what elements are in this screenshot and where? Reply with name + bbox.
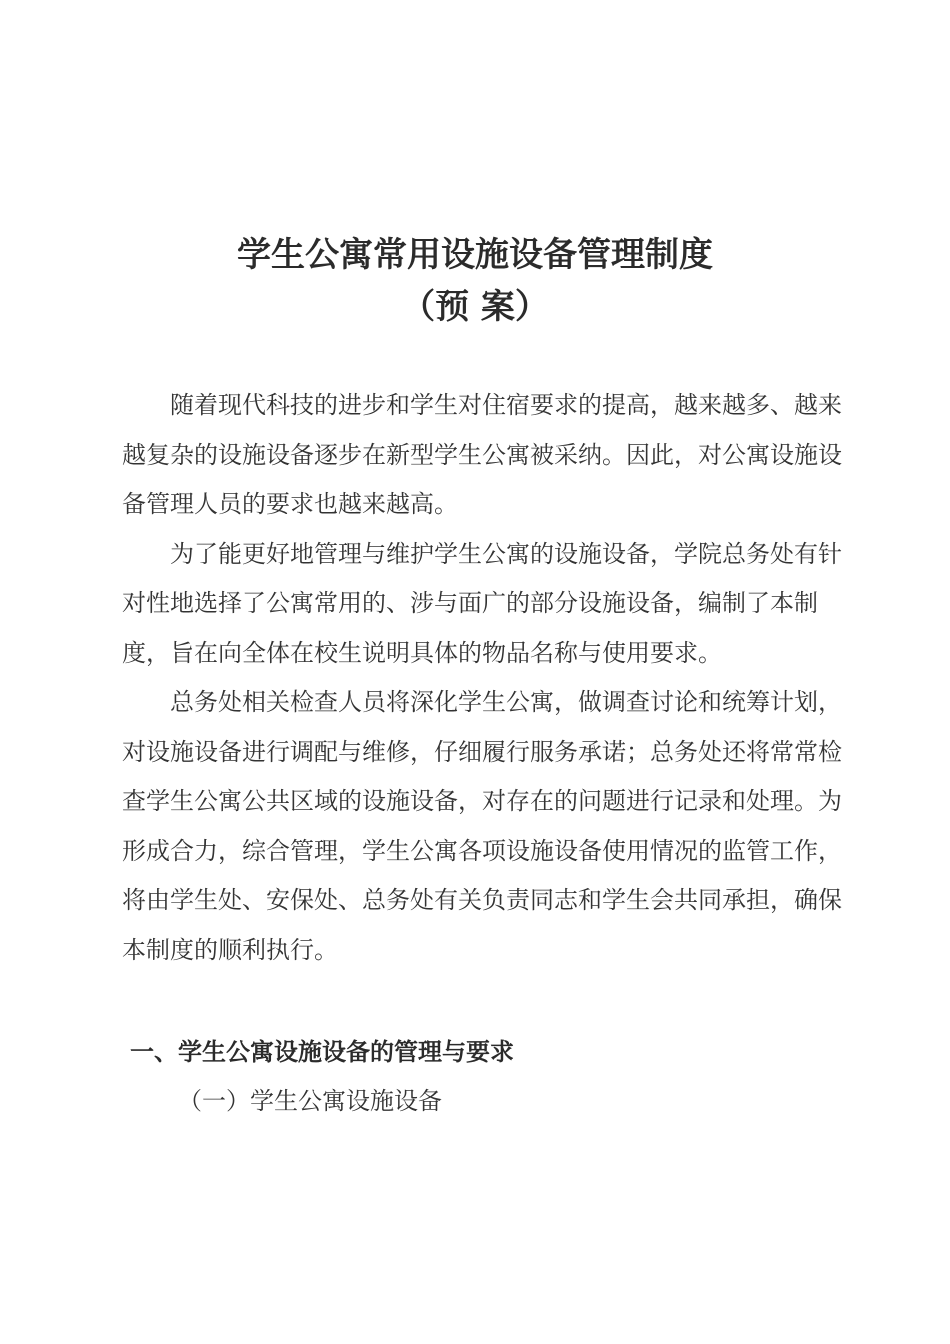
document-title: 学生公寓常用设施设备管理制度 [237, 235, 713, 275]
paragraph: 随着现代科技的进步和学生对住宿要求的提高，越来越多、越来越复杂的设施设备逐步在新型学生公寓被采纳。因此，对公寓设施设备管理人员的要求也越来越高。 [122, 391, 842, 518]
sub-heading: （一）学生公寓设施设备 [178, 1087, 442, 1115]
paragraph: 为了能更好地管理与维护学生公寓的设施设备，学院总务处有针对性地选择了公寓常用的、涉与面广的部分设施设备，编制了本制度，旨在向全体在校生说明具体的物品名称与使用要求。 [122, 539, 842, 667]
document-body [122, 381, 842, 975]
paragraph: 总务处相关检查人员将深化学生公寓，做调查讨论和统筹计划，对设施设备进行调配与维修，仔细履行服务承诺；总务处还将常常检查学生公寓公共区域的设施设备，对存在的问题进行记录和处理。为形成合力，综合管理，学生公寓各项设施设备使用情况的监管工作，将由学生处、安保处、总务处有关负责同志和学生会共同承担，确保本制度的顺利执行。 [122, 688, 842, 964]
section-heading: 一、学生公寓设施设备的管理与要求 [130, 1038, 514, 1066]
document-subtitle: （预 案） [401, 287, 549, 327]
